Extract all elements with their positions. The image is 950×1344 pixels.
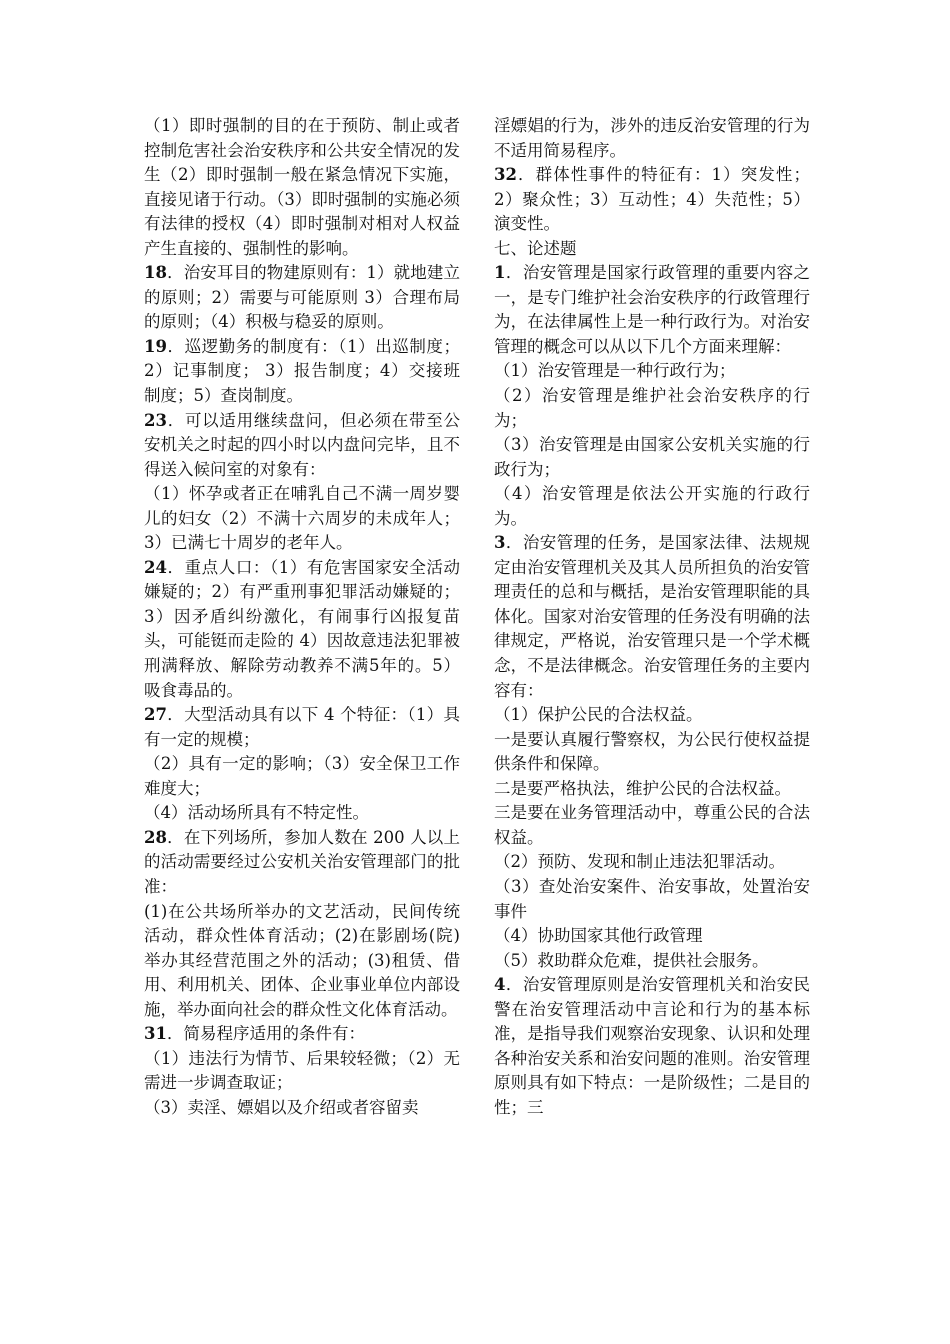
paragraph-text: （1）即时强制的目的在于预防、制止或者控制危害社会治安秩序和公共安全情况的发生（2）即时强制一般在紧急情况下实施，直接见诸于行动。（3）即时强制的实施必须有法律的授权（4）即时强制对相对人权益产生直接的、强制性的影响。: [144, 116, 460, 258]
paragraph: [494, 261, 810, 359]
paragraph-text: 七、论述题: [494, 238, 577, 258]
paragraph: [144, 1096, 460, 1121]
paragraph-text: （1）保护公民的合法权益。: [494, 705, 703, 725]
left-column: [144, 114, 460, 1120]
paragraph-text: ．可以适用继续盘问，但必须在带至公安机关之时起的四小时以内盘问完毕，且不得送入候问室的对象有：: [144, 410, 460, 479]
paragraph: [494, 359, 810, 384]
paragraph-text: （4）活动场所具有不特定性。: [144, 803, 369, 823]
paragraph: [494, 114, 810, 163]
paragraph-text: （2）预防、发现和制止违法犯罪活动。: [494, 852, 785, 872]
right-column: [494, 114, 810, 1120]
paragraph-text: （3）查处治安案件、治安事故，处置治安事件: [494, 876, 810, 921]
paragraph: [144, 114, 460, 261]
paragraph: [144, 335, 460, 409]
paragraph: [494, 973, 810, 1120]
paragraph-text: 一是要认真履行警察权，为公民行使权益提供条件和保障。: [494, 729, 810, 774]
paragraph-text: ．重点人口：（1）有危害国家安全活动嫌疑的；2）有严重刑事犯罪活动嫌疑的；3）因矛盾纠纷激化，有闹事行凶报复苗头，可能铤而走险的 4）因故意违法犯罪被刑满释放、解除劳动教养不满5年的。5）吸食毒品的。: [144, 557, 460, 700]
paragraph: [144, 900, 460, 1023]
paragraph: [144, 261, 460, 335]
paragraph: [144, 1022, 460, 1047]
paragraph: [144, 409, 460, 483]
paragraph: [494, 924, 810, 949]
paragraph-text: ．治安耳目的物建原则有：1）就地建立的原则；2）需要与可能原则 3）合理布局的原则；（4）积极与稳妥的原则。: [144, 263, 460, 332]
paragraph-text: (1)在公共场所举办的文艺活动，民间传统活动，群众性体育活动；(2)在影剧场(院)举办其经营范围之外的活动；(3)租赁、借用、利用机关、团体、企业事业单位内部设施，举办面向社会的群众性文化体育活动。: [144, 901, 460, 1019]
paragraph-text: ．巡逻勤务的制度有：（1）出巡制度；2）记事制度； 3）报告制度；4）交接班制度；5）查岗制度。: [144, 336, 460, 406]
item-number: 19: [144, 336, 167, 356]
item-number: 18: [144, 263, 167, 283]
paragraph-text: （4）治安管理是依法公开实施的行政行为。: [494, 484, 810, 528]
paragraph: [494, 163, 810, 237]
paragraph-text: （4）协助国家其他行政管理: [494, 926, 703, 946]
section-heading: [494, 237, 810, 262]
item-number: 23: [144, 410, 167, 430]
paragraph-text: ．大型活动具有以下 4 个特征：（1）具有一定的规模；: [144, 705, 460, 749]
item-number: 31: [144, 1024, 167, 1044]
paragraph-text: ．治安管理的任务，是国家法律、法规规定由治安管理机关及其人员所担负的治安管理责任的总和与概括，是治安管理职能的具体化。国家对治安管理的任务没有明确的法律规定，严格说，治安管理只是一个学术概念，不是法律概念。治安管理任务的主要内容有：: [494, 533, 810, 700]
paragraph: [494, 482, 810, 531]
paragraph-text: （1）怀孕或者正在哺乳自己不满一周岁婴儿的妇女（2）不满十六周岁的未成年人；3）已满七十周岁的老年人。: [144, 484, 460, 553]
paragraph-text: ．群体性事件的特征有：1）突发性；2）聚众性；3）互动性；4）失范性；5）演变性。: [494, 165, 810, 234]
paragraph-text: （3）卖淫、嫖娼以及介绍或者容留卖: [144, 1097, 419, 1117]
paragraph-text: （5）救助群众危难，提供社会服务。: [494, 950, 769, 970]
paragraph: [494, 949, 810, 974]
paragraph: [144, 752, 460, 801]
paragraph: [494, 728, 810, 777]
paragraph-text: 三是要在业务管理活动中，尊重公民的合法权益。: [494, 803, 810, 847]
paragraph: [494, 433, 810, 482]
paragraph: [494, 850, 810, 875]
paragraph-text: ．简易程序适用的条件有：: [166, 1024, 365, 1044]
paragraph: [144, 556, 460, 703]
paragraph: [144, 1047, 460, 1096]
paragraph: [144, 801, 460, 826]
paragraph: [144, 703, 460, 752]
paragraph-text: ．治安管理是国家行政管理的重要内容之一，是专门维护社会治安秩序的行政管理行为，在法律属性上是一种行政行为。对治安管理的概念可以从以下几个方面来理解：: [494, 263, 810, 356]
item-number: 4: [494, 975, 506, 995]
paragraph-text: 二是要严格执法，维护公民的合法权益。: [494, 778, 791, 798]
item-number: 1: [494, 263, 506, 283]
item-number: 28: [144, 827, 167, 847]
paragraph: [494, 531, 810, 703]
paragraph: [494, 875, 810, 924]
paragraph-text: （3）治安管理是由国家公安机关实施的行政行为；: [494, 435, 810, 479]
paragraph: [494, 777, 810, 802]
paragraph-text: （2）治安管理是维护社会治安秩序的行为；: [494, 386, 810, 430]
paragraph: [144, 826, 460, 900]
paragraph-text: ．在下列场所，参加人数在 200 人以上的活动需要经过公安机关治安管理部门的批准：: [144, 827, 460, 896]
paragraph-text: （1）违法行为情节、后果较轻微；（2）无需进一步调查取证；: [144, 1048, 460, 1093]
paragraph: [494, 703, 810, 728]
paragraph: [494, 801, 810, 850]
item-number: 24: [144, 557, 167, 577]
paragraph-text: （1）治安管理是一种行政行为；: [494, 361, 736, 381]
item-number: 27: [144, 705, 167, 725]
paragraph-text: 淫嫖娼的行为，涉外的违反治安管理的行为不适用简易程序。: [494, 116, 810, 160]
item-number: 32: [494, 165, 517, 185]
item-number: 3: [494, 533, 506, 553]
paragraph-text: ．治安管理原则是治安管理机关和治安民警在治安管理活动中言论和行为的基本标准，是指导我们观察治安现象、认识和处理各种治安关系和治安问题的准则。治安管理原则具有如下特点：一是阶级性；二是目的性；三: [494, 975, 810, 1117]
paragraph: [494, 384, 810, 433]
paragraph-text: （2）具有一定的影响；（3）安全保卫工作难度大；: [144, 754, 460, 798]
paragraph: [144, 482, 460, 556]
